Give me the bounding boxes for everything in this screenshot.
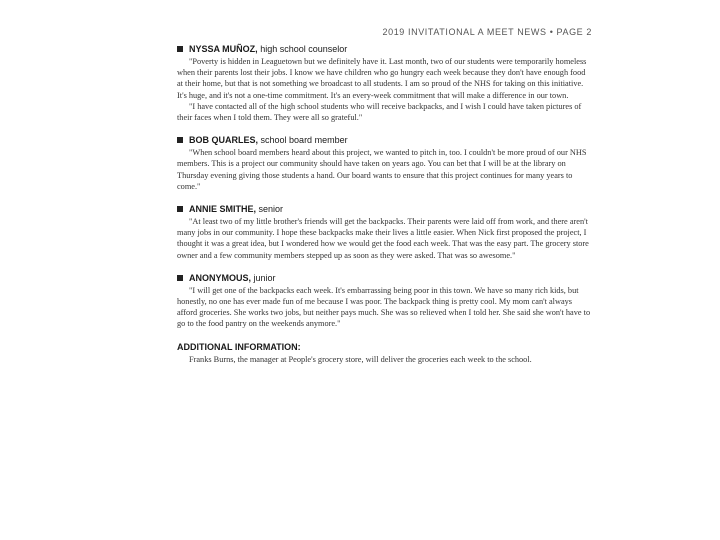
square-bullet-icon [177,46,183,52]
quote-paragraph: "I will get one of the backpacks each week. It's embarrassing being poor in this town. We have so many rich kids, but honestly, no one has ever made fun of me because I was poor. The backpack thing is pretty cool. My mom can't always afford groceries. She works two jobs, but neither pays much. She was so relieved when I told her. She said she won't have to go to the food pantry on the weekends anymore." [177,285,591,329]
speaker-role: junior [253,272,276,283]
additional-heading: ADDITIONAL INFORMATION: [177,341,301,352]
speaker-role: school board member [260,135,348,146]
speaker-role: high school counselor [260,44,348,54]
additional-information [177,342,592,365]
speaker-heading [177,204,592,214]
speaker-heading [177,135,592,145]
quote-paragraph: "When school board members heard about this project, we wanted to pitch in, too. I couldn't be more proud of our NHS members. This is a project our community should have taken on years ago. You can bet that I will be at the library on Thursday evening giving those students a hand. Our board wants to ensure that this project continues for many years to come." [177,148,587,191]
speaker-heading [177,44,592,54]
article-content [177,44,592,377]
speaker-name: BOB QUARLES, [189,135,259,146]
quote-entry-quarles [177,135,592,192]
square-bullet-icon [177,137,183,143]
quote-paragraph: "Poverty is hidden in Leaguetown but we definitely have it. Last month, two of our students were temporarily homeless when their parents lost their jobs. I know we have children who go hungry each week because they don't have enough food at their home, but that is not something we broadcast to all students. I am so proud of the NHS for taking on this initiative. It's huge, and it's not a one-time commitment. It's an every-week commitment that will make a difference in our town. [177,57,587,100]
quote-entry-munoz [177,44,592,123]
page-header: 2019 INVITATIONAL A MEET NEWS • PAGE 2 [382,27,592,37]
quote-entry-anonymous [177,273,592,330]
speaker-name: ANNIE SMITHE, [189,204,257,215]
quote-paragraph: "I have contacted all of the high school students who will receive backpacks, and I wish I could have taken pictures of their faces when I told them. They were all so grateful." [177,101,582,123]
speaker-heading [177,273,592,283]
speaker-name: ANONYMOUS, [189,272,252,283]
square-bullet-icon [177,275,183,281]
square-bullet-icon [177,206,183,212]
quote-paragraph: "At least two of my little brother's friends will get the backpacks. Their parents were laid off from work, and there aren't many jobs in our community. I hope these backpacks make their lives a little easier. When Nick first proposed the project, I thought it was a great idea, but I wondered how we would get the food each week. That was the easy part. The grocery store owner and a few community members stepped up as soon as they were asked. That was so awesome." [177,217,589,260]
additional-text: Franks Burns, the manager at People's grocery store, will deliver the groceries each week to the school. [189,354,532,364]
quote-entry-smithe [177,204,592,261]
speaker-role: senior [258,204,284,215]
speaker-name: NYSSA MUÑOZ, [189,44,258,54]
